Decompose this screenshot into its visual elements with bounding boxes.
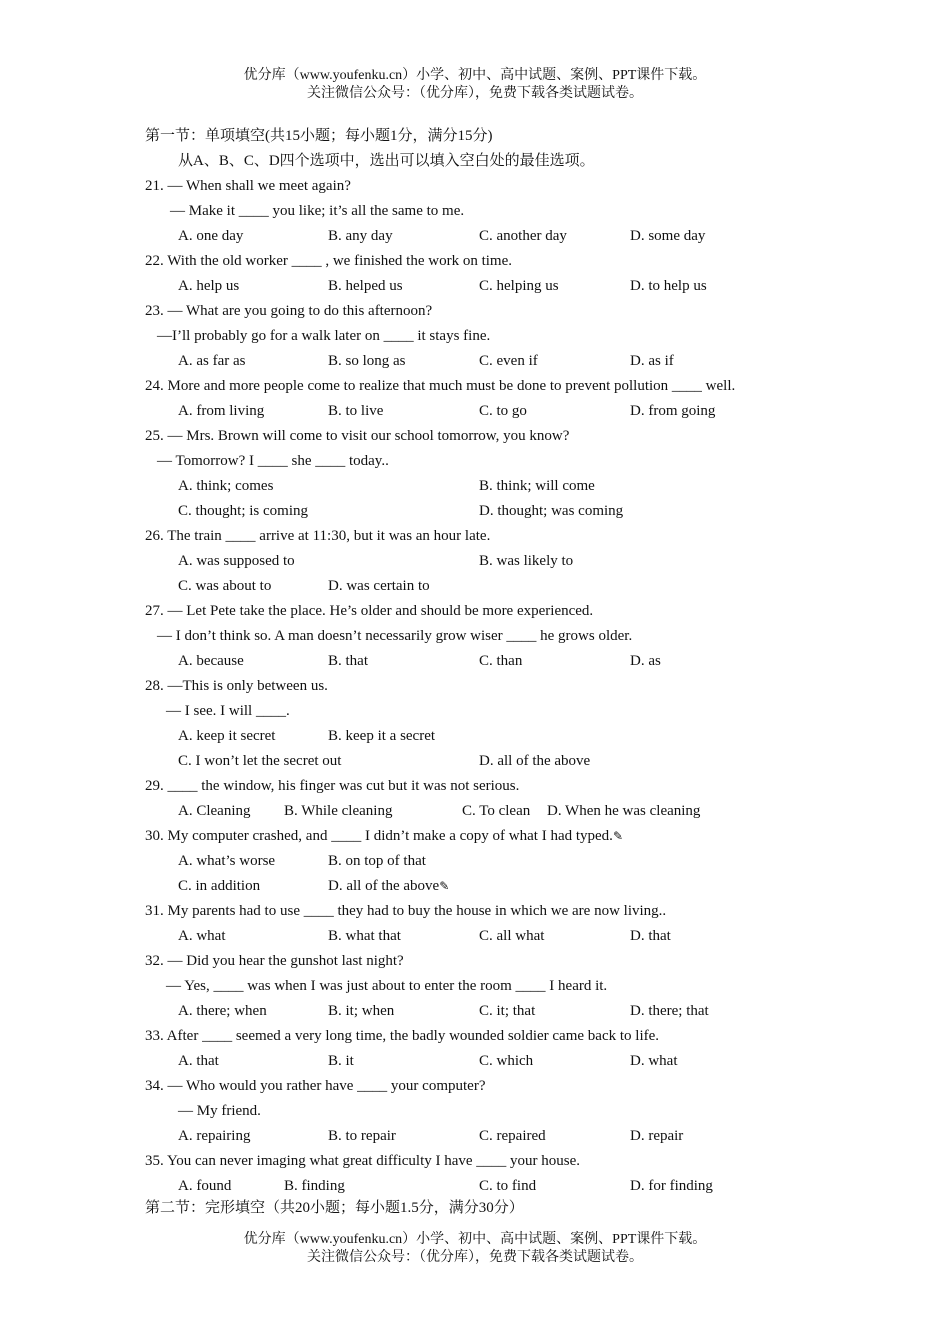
q26-option-c: C. was about to — [178, 578, 272, 594]
q29-option-b: B. While cleaning — [284, 803, 393, 819]
q31-stem: 31. My parents had to use ____ they had to buy the house in which we are now living.. — [145, 903, 667, 919]
q33-option-d: D. what — [630, 1053, 678, 1069]
q29-option-c: C. To clean — [462, 803, 531, 819]
header-line-1: 优分库（www.youfenku.cn）小学、初中、高中试题、案例、PPT课件下载。 — [243, 68, 707, 83]
q28-option-b: B. keep it a secret — [328, 728, 436, 744]
q26-option-b: B. was likely to — [479, 553, 574, 569]
q21-option-b: B. any day — [328, 228, 393, 244]
q27-option-d: D. as — [630, 653, 661, 669]
scribble-mark-icon: ✎ — [439, 879, 449, 893]
scribble-mark-icon: ✎ — [612, 829, 622, 843]
q31-option-b: B. what that — [328, 928, 401, 944]
q24-option-d: D. from going — [630, 403, 716, 419]
footer-line-2: 关注微信公众号：（优分库），免费下载各类试题试卷。 — [307, 1250, 643, 1265]
q23-option-a: A. as far as — [178, 353, 246, 369]
q29-option-a: A. Cleaning — [178, 803, 251, 819]
q33-option-b: B. it — [328, 1053, 354, 1069]
q34-stem: 34. — Who would you rather have ____ your computer? — [145, 1078, 486, 1094]
section2-title: 第二节：完形填空（共20小题；每小题1.5分，满分30分） — [145, 1200, 524, 1216]
q23-reply: —I’ll probably go for a walk later on ____ it stays fine. — [157, 328, 491, 344]
q30-option-d-line — [328, 876, 448, 896]
q25-option-a: A. think; comes — [178, 478, 274, 494]
q22-stem: 22. With the old worker ____ , we finished the work on time. — [145, 253, 512, 269]
q30-stem: 30. My computer crashed, and ____ I didn’t make a copy of what I had typed. — [145, 828, 613, 844]
q34-option-a: A. repairing — [178, 1128, 251, 1144]
q27-stem: 27. — Let Pete take the place. He’s older and should be more experienced. — [145, 603, 594, 619]
q27-option-b: B. that — [328, 653, 368, 669]
q32-option-b: B. it; when — [328, 1003, 395, 1019]
q34-option-d: D. repair — [630, 1128, 684, 1144]
q32-stem: 32. — Did you hear the gunshot last night? — [145, 953, 404, 969]
q23-stem: 23. — What are you going to do this afternoon? — [145, 303, 433, 319]
q25-option-b: B. think; will come — [479, 478, 595, 494]
q26-stem: 26. The train ____ arrive at 11:30, but it was an hour late. — [145, 528, 491, 544]
q33-option-c: C. which — [479, 1053, 534, 1069]
q22-option-c: C. helping us — [479, 278, 559, 294]
q24-option-a: A. from living — [178, 403, 265, 419]
q32-reply: — Yes, ____ was when I was just about to enter the room ____ I heard it. — [166, 978, 608, 994]
q27-reply: — I don’t think so. A man doesn’t necessarily grow wiser ____ he grows older. — [157, 628, 633, 644]
q23-option-b: B. so long as — [328, 353, 406, 369]
q21-reply: — Make it ____ you like; it’s all the same to me. — [170, 203, 465, 219]
q31-option-d: D. that — [630, 928, 671, 944]
q28-option-d: D. all of the above — [479, 753, 591, 769]
q35-option-d: D. for finding — [630, 1178, 713, 1194]
q24-stem: 24. More and more people come to realize that much must be done to prevent pollution ____ well. — [145, 378, 736, 394]
section1-title: 第一节：单项填空(共15小题；每小题1分，满分15分) — [145, 128, 493, 144]
q34-option-c: C. repaired — [479, 1128, 546, 1144]
q32-option-c: C. it; that — [479, 1003, 536, 1019]
q35-option-c: C. to find — [479, 1178, 537, 1194]
header-line-2: 关注微信公众号：（优分库），免费下载各类试题试卷。 — [307, 86, 643, 101]
q31-option-c: C. all what — [479, 928, 545, 944]
q34-reply: — My friend. — [178, 1103, 261, 1119]
q35-option-b: B. finding — [284, 1178, 345, 1194]
q22-option-a: A. help us — [178, 278, 240, 294]
q30-option-c: C. in addition — [178, 878, 261, 894]
footer-line-1: 优分库（www.youfenku.cn）小学、初中、高中试题、案例、PPT课件下载。 — [243, 1232, 707, 1247]
q25-reply: — Tomorrow? I ____ she ____ today.. — [157, 453, 389, 469]
q24-option-c: C. to go — [479, 403, 527, 419]
q31-option-a: A. what — [178, 928, 226, 944]
q25-stem: 25. — Mrs. Brown will come to visit our school tomorrow, you know? — [145, 428, 570, 444]
q28-stem: 28. —This is only between us. — [145, 678, 328, 694]
q32-option-d: D. there; that — [630, 1003, 709, 1019]
q32-option-a: A. there; when — [178, 1003, 267, 1019]
section1-instruction: 从A、B、C、D四个选项中，选出可以填入空白处的最佳选项。 — [178, 153, 595, 169]
q28-reply: — I see. I will ____. — [166, 703, 290, 719]
q33-stem: 33. After ____ seemed a very long time, the badly wounded soldier came back to life. — [145, 1028, 660, 1044]
q22-option-d: D. to help us — [630, 278, 707, 294]
q28-option-a: A. keep it secret — [178, 728, 276, 744]
page-header — [0, 67, 950, 103]
q33-option-a: A. that — [178, 1053, 219, 1069]
q28-option-c: C. I won’t let the secret out — [178, 753, 342, 769]
q23-option-c: C. even if — [479, 353, 538, 369]
q25-option-c: C. thought; is coming — [178, 503, 309, 519]
q21-option-c: C. another day — [479, 228, 567, 244]
q30-option-a: A. what’s worse — [178, 853, 276, 869]
q21-option-d: D. some day — [630, 228, 706, 244]
page-footer — [0, 1231, 950, 1267]
q24-option-b: B. to live — [328, 403, 384, 419]
q27-option-a: A. because — [178, 653, 244, 669]
q23-option-d: D. as if — [630, 353, 674, 369]
q26-option-d: D. was certain to — [328, 578, 430, 594]
q21-option-a: A. one day — [178, 228, 244, 244]
q35-option-a: A. found — [178, 1178, 232, 1194]
q35-stem: 35. You can never imaging what great difficulty I have ____ your house. — [145, 1153, 581, 1169]
q21-stem: 21. — When shall we meet again? — [145, 178, 351, 194]
q26-option-a: A. was supposed to — [178, 553, 295, 569]
q25-option-d: D. thought; was coming — [479, 503, 624, 519]
q22-option-b: B. helped us — [328, 278, 403, 294]
q29-stem: 29. ____ the window, his finger was cut but it was not serious. — [145, 778, 520, 794]
q30-line — [145, 826, 622, 846]
q30-option-d: D. all of the above — [328, 878, 440, 894]
q27-option-c: C. than — [479, 653, 523, 669]
q34-option-b: B. to repair — [328, 1128, 396, 1144]
q29-option-d: D. When he was cleaning — [547, 803, 701, 819]
q30-option-b: B. on top of that — [328, 853, 426, 869]
